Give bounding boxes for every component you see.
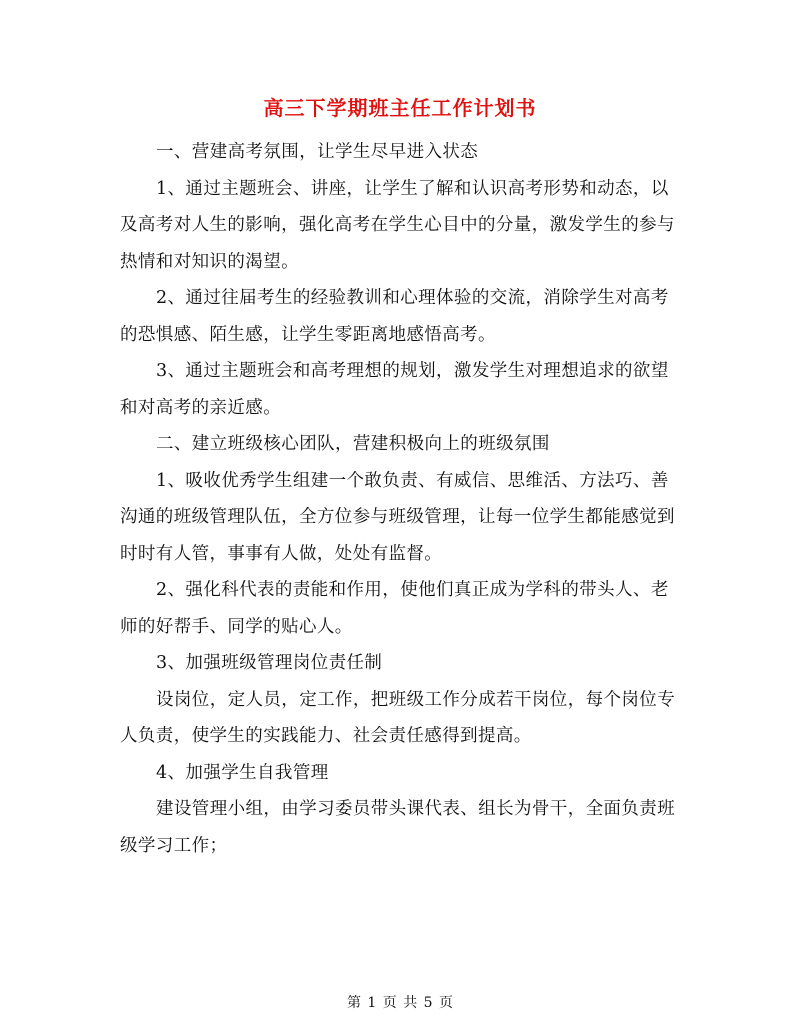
sub-heading: 3、加强班级管理岗位责任制 xyxy=(156,653,383,673)
sub-heading: 4、加强学生自我管理 xyxy=(156,762,329,783)
paragraph: 2、强化科代表的责能和作用，使他们真正成为学科的带头人、老师的好帮手、同学的贴心人。 xyxy=(120,580,669,637)
page-number-footer: 第 1 页 共 5 页 xyxy=(346,995,454,1011)
section-heading-1: 一、营建高考氛围，让学生尽早进入状态 xyxy=(156,142,479,162)
paragraph: 设岗位，定人员，定工作，把班级工作分成若干岗位，每个岗位专人负责，使学生的实践能力、社会责任感得到提高。 xyxy=(120,689,676,746)
paragraph: 建设管理小组，由学习委员带头课代表、组长为骨干，全面负责班级学习工作； xyxy=(120,799,676,856)
document-title: 高三下学期班主任工作计划书 xyxy=(263,96,537,120)
document-body xyxy=(120,134,682,864)
section-heading-2: 二、建立班级核心团队，营建积极向上的班级氛围 xyxy=(156,434,550,454)
paragraph: 3、通过主题班会和高考理想的规划，激发学生对理想追求的欲望和对高考的亲近感。 xyxy=(120,361,669,418)
paragraph: 2、通过往届考生的经验教训和心理体验的交流，消除学生对高考的恐惧感、陌生感，让学生零距离地感悟高考。 xyxy=(120,288,669,345)
paragraph: 1、通过主题班会、讲座，让学生了解和认识高考形势和动态，以及高考对人生的影响，强化高考在学生心目中的分量，激发学生的参与热情和对知识的渴望。 xyxy=(120,178,675,272)
paragraph: 1、吸收优秀学生组建一个敢负责、有威信、思维活、方法巧、善沟通的班级管理队伍，全方位参与班级管理，让每一位学生都能感觉到时时有人管，事事有人做，处处有监督。 xyxy=(120,470,675,564)
